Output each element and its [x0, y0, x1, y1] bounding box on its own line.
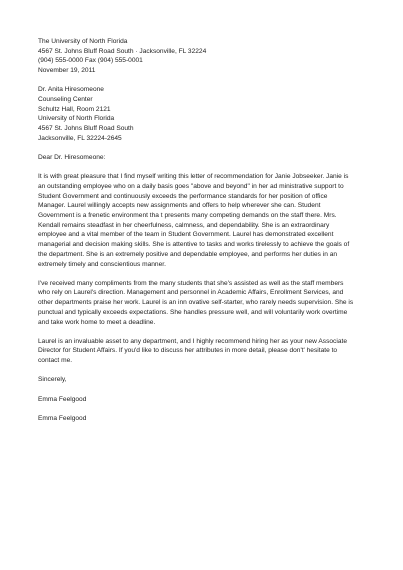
sender-address [38, 37, 368, 76]
spacer [38, 385, 368, 395]
recipient-line: Schultz Hall, Room 2121 [38, 105, 111, 113]
recipient-line: 4567 St. Johns Bluff Road South [38, 125, 134, 133]
paragraph-line: and take work home to meet a deadline. [38, 318, 156, 326]
paragraph-line: Manager. Laurel willingly accepts new assignments and offers to help wherever she can. Student [38, 202, 321, 210]
sender-line: The University of North Florida [38, 38, 128, 45]
recipient-line: Dr. Anita Hiresomeone [38, 86, 104, 94]
paragraph-line: Director for Student Affairs. If you'd like to discuss her attributes in more detail, please don't' hesitate to [38, 347, 338, 355]
spacer [38, 366, 368, 376]
body-paragraph-1 [38, 172, 368, 269]
paragraph-line: managerial and decision making skills. She is attentive to tasks and works tirelessly to achieve the goals of [38, 241, 350, 249]
paragraph-line: Government is a frenetic environment tha t presents many competing demands on the staff there. Mrs. [38, 212, 337, 220]
paragraph-line: Kendall remains steadfast in her cheerfulness, calmness, and dependability. She is an extraordinary [38, 221, 330, 229]
paragraph-line: I've received many compliments from the many students that she's assisted as well as the staff members [38, 279, 344, 287]
paragraph-line: Laurel is an invaluable asset to any department, and I highly recommend hiring her as your new Associate [38, 337, 347, 345]
sender-line: (904) 555-0000 Fax (904) 555-0001 [38, 57, 143, 65]
paragraph-line: It is with great pleasure that I find myself writing this letter of recommendation for Janie Jobseeker. Janie is [38, 173, 349, 181]
body-paragraph-2 [38, 279, 368, 328]
paragraph-line: extremely timely and conscientious manner. [38, 260, 166, 268]
spacer [38, 163, 368, 173]
paragraph-line: who rely on Laurel's direction. Management and personnel in Academic Affairs, Enrollment Services, and [38, 289, 344, 297]
recommendation-letter [38, 37, 368, 424]
paragraph-line: employee and a vital member of the team in Student Government. Laurel has demonstrated excellent [38, 231, 334, 239]
paragraph-line: other departments praise her work. Laurel is an inn ovative self-starter, who rarely needs supervision. She is [38, 299, 354, 307]
paragraph-line: contact me. [38, 357, 73, 365]
paragraph-line: an outstanding employee who on a daily basis goes "above and beyond" in her ad ministrative support to [38, 182, 344, 190]
spacer [38, 269, 368, 279]
salutation: Dear Dr. Hiresomeone: [38, 154, 106, 162]
recipient-line: University of North Florida [38, 115, 115, 123]
paragraph-line: the department. She is an extremely positive and dependable employee, and performs her duties in an [38, 250, 338, 258]
recipient-address [38, 85, 368, 143]
paragraph-line: punctual and typically exceeds expectations. She handles pressure well, and will voluntarily work overtime [38, 308, 348, 316]
spacer [38, 144, 368, 154]
paragraph-line: Student Government and continuously exceeds the performance standards for her position of office [38, 192, 328, 200]
signer-name: Emma Feelgood [38, 414, 87, 422]
signature: Emma Feelgood [38, 395, 87, 403]
spacer [38, 404, 368, 414]
sender-line: 4567 St. Johns Bluff Road South · Jacksonville, FL 32224 [38, 47, 207, 55]
spacer [38, 76, 368, 86]
recipient-line: Counseling Center [38, 96, 93, 104]
letter-date: November 19, 2011 [38, 67, 96, 75]
recipient-line: Jacksonville, FL 32224-2645 [38, 134, 122, 142]
spacer [38, 327, 368, 337]
body-paragraph-3 [38, 337, 368, 366]
closing: Sincerely, [38, 376, 67, 384]
